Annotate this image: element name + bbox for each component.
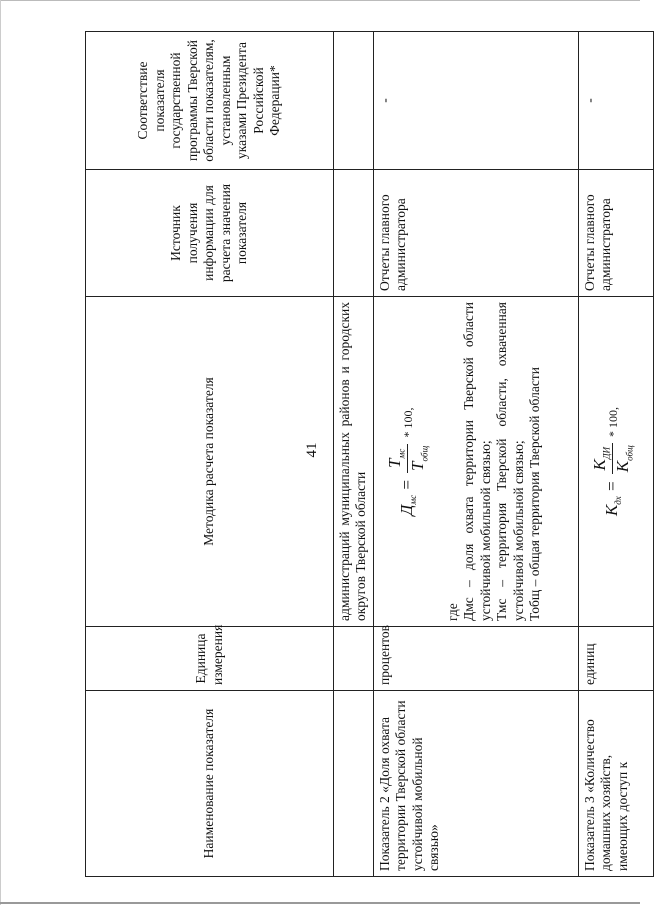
indicators-table: [85, 31, 654, 877]
formula-denominator: [613, 443, 635, 474]
cell-method-continued: администраций муниципальных районов и городских округов Тверской области: [334, 297, 374, 627]
table-header-row: [86, 32, 334, 877]
formula-denominator: [408, 444, 430, 473]
cell-unit: процентов: [373, 627, 578, 691]
rotated-table-container: [85, 32, 635, 877]
header-name: Наименование показателя: [86, 691, 334, 877]
formula-lhs-sub: дх: [613, 496, 624, 505]
formula-lhs-sub: мс: [408, 494, 419, 505]
header-compliance: Соответствие показателя государственной программы Тверской области показателям, установленным указами Президента Российской Федерации*: [86, 32, 334, 170]
scan-edge-left: [0, 0, 1, 905]
formula-eq: =: [396, 479, 416, 491]
formula-den: К: [613, 460, 633, 473]
formula-lhs: К: [601, 504, 621, 517]
scan-edge-top: [0, 0, 640, 1]
formula-households: [590, 302, 636, 621]
cell-empty: [334, 32, 374, 170]
formula-tail: * 100,: [400, 407, 415, 438]
cell-compliance: -: [578, 32, 653, 170]
cell-empty: [334, 170, 374, 297]
formula-num-sub: ДИ: [601, 446, 612, 460]
cell-indicator-name: Показатель 2 «Доля охвата территории Тверской области устойчивой мобильной связью»: [373, 691, 578, 877]
definition-3: Тобщ – общая территория Тверской области: [527, 367, 542, 621]
formula-eq: =: [601, 480, 621, 492]
table-row-indicator-2: [373, 32, 578, 877]
formula-coverage: [385, 302, 431, 621]
formula-lhs: Д: [396, 504, 416, 516]
formula-den-sub: общ: [624, 445, 635, 461]
cell-unit: единиц: [578, 627, 653, 691]
rotated-table-frame: [85, 32, 635, 877]
formula-numerator: [590, 443, 613, 474]
header-unit: Единица измерения: [86, 627, 334, 691]
formula-den: Т: [408, 461, 428, 471]
definition-2: Тмс – территория Тверской области, охваченная устойчивой мобильной связью;: [494, 302, 526, 621]
formula-tail: * 100,: [605, 406, 620, 437]
formula-fraction: [385, 444, 431, 473]
table-row-indicator-3: [578, 32, 653, 877]
cell-empty: [334, 691, 374, 877]
header-source: Источник получения информации для расчета значения показателя: [86, 170, 334, 297]
cell-empty: [334, 627, 374, 691]
cell-compliance: -: [373, 32, 578, 170]
formula-num-sub: мс: [396, 448, 407, 459]
cell-indicator-name: Показатель 3 «Количество домашних хозяйств, имеющих доступ к: [578, 691, 653, 877]
scan-edge-bottom: [0, 902, 640, 904]
cell-method: [578, 297, 653, 627]
definition-1: Дмс – доля охвата территории Тверской области устойчивой мобильной связью;: [461, 302, 493, 621]
formula-fraction: [590, 443, 636, 474]
table-row-continued: [334, 32, 374, 877]
header-method: Методика расчета показателя: [86, 297, 334, 627]
formula-numerator: [385, 444, 408, 473]
formula-num: К: [589, 459, 609, 471]
cell-source: Отчеты главного администратора: [373, 170, 578, 297]
page-number: 41: [304, 442, 320, 458]
cell-source: Отчеты главного администратора: [578, 170, 653, 297]
cell-method: [373, 297, 578, 627]
definition-where: где: [444, 603, 460, 621]
formula-num: Т: [384, 458, 404, 468]
formula-den-sub: общ: [419, 445, 430, 462]
